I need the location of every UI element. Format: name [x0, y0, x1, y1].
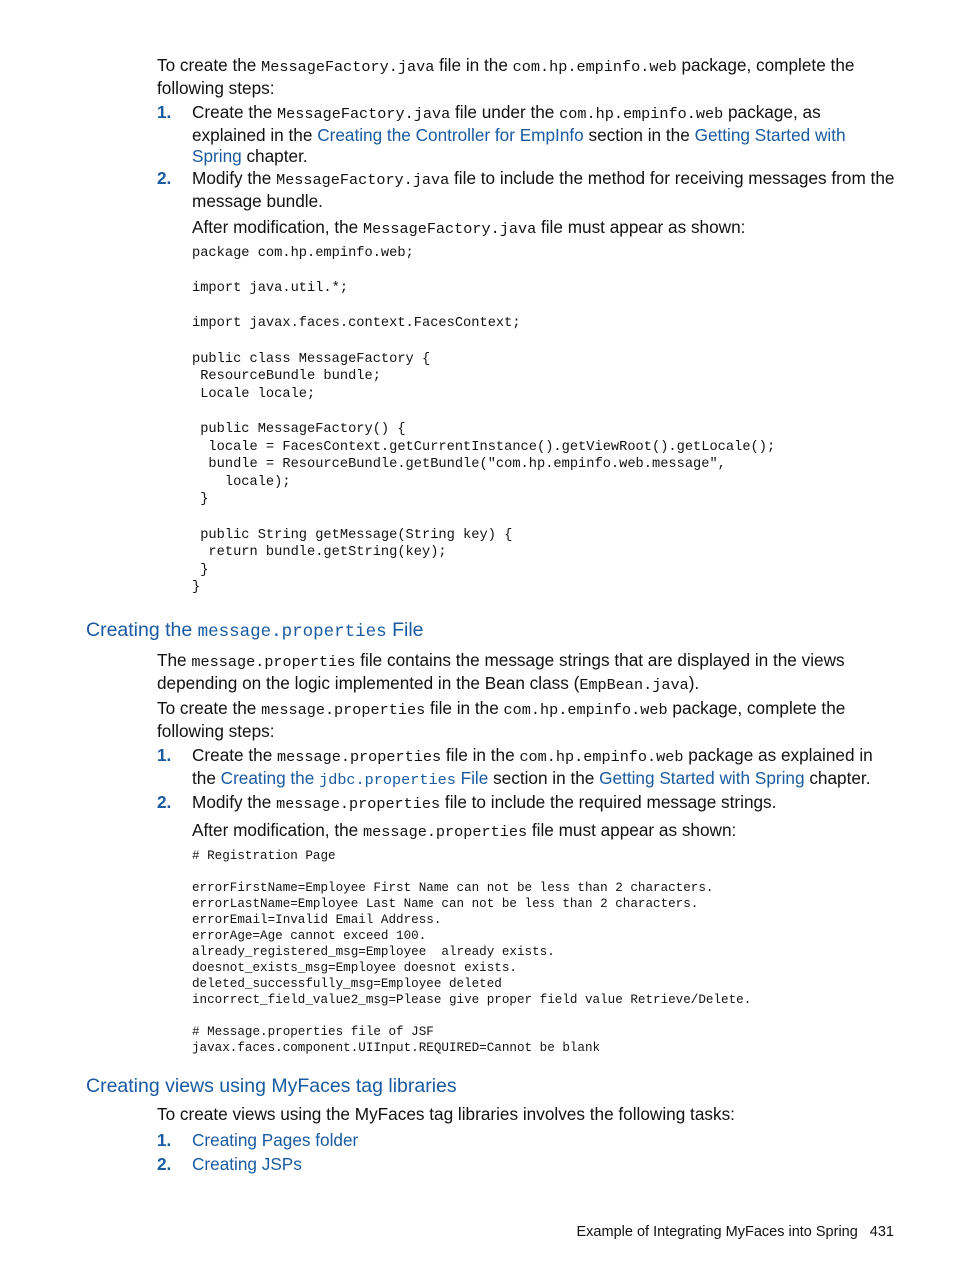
footer-title: Example of Integrating MyFaces into Spring [576, 1224, 858, 1240]
step-text [192, 745, 897, 791]
code-inline: message.properties [276, 795, 441, 813]
code-block-messagefactory: package com.hp.empinfo.web; import java.util.*; import javax.faces.context.FacesContext; public class MessageFactory { ResourceBundle bundle; Locale locale; public MessageFactory() { locale = FacesContext.getCurrentInstance().getViewRoot().getLocale(); bundle = ResourceBundle.getBundle("com.hp.empinfo.web.message", locale); } public String getMessage(String key) { return bundle.getString(key); } } [192, 246, 776, 596]
text: chapter. [241, 146, 308, 166]
step-number: 1. [157, 745, 172, 765]
step-item [157, 792, 897, 814]
code-inline: MessageFactory.java [276, 171, 450, 189]
text: To create the [157, 698, 262, 718]
section-heading-creating-views: Creating views using MyFaces tag libraries [86, 1075, 457, 1097]
section2-paragraph [157, 698, 897, 742]
text: file in the [441, 745, 520, 765]
text: After modification, the [192, 820, 364, 840]
link-creating-pages-folder[interactable]: Creating Pages folder [192, 1130, 359, 1150]
text: file in the [434, 55, 513, 75]
step-item [157, 102, 897, 166]
text: Modify the [192, 168, 277, 188]
code-inline: com.hp.empinfo.web [512, 58, 677, 76]
page-number: 431 [869, 1224, 894, 1240]
task-list-item [157, 1130, 897, 1152]
section-heading-message-properties [86, 618, 424, 644]
code-inline: MessageFactory.java [277, 105, 451, 123]
code-inline: message.properties [363, 823, 528, 841]
text: section in the [583, 125, 695, 145]
text: file under the [450, 102, 560, 122]
text: package, complete the following steps: [157, 698, 846, 741]
text: file must appear as shown: [536, 217, 746, 237]
code-inline: message.properties [261, 701, 426, 719]
task-list-item [157, 1154, 897, 1176]
code-inline: MessageFactory.java [261, 58, 435, 76]
text: chapter. [804, 768, 871, 788]
text: The [157, 650, 192, 670]
section2-paragraph [157, 650, 897, 696]
text: file contains the message strings that are displayed in the views depending on the logic implemented in the Bean class ( [157, 650, 845, 693]
step-text [192, 102, 897, 167]
code-inline: com.hp.empinfo.web [503, 701, 668, 719]
code-inline: com.hp.empinfo.web [559, 105, 724, 123]
after-modification-text [192, 820, 897, 843]
code-inline: message.properties [277, 748, 442, 766]
after-modification-text [192, 217, 897, 240]
link-creating-jdbc-properties[interactable] [221, 768, 489, 788]
text: file to include the method for receiving messages from the message bundle. [192, 168, 895, 211]
text: Creating the [220, 768, 320, 788]
link-creating-jsps[interactable]: Creating JSPs [192, 1154, 302, 1174]
code-inline: MessageFactory.java [363, 220, 537, 238]
step-text [192, 168, 897, 212]
text: Create the [192, 745, 278, 765]
text: After modification, the [192, 217, 364, 237]
code-inline: EmpBean.java [579, 676, 689, 694]
text: package as explained in the [192, 745, 873, 788]
text: ). [688, 673, 700, 693]
text: File [455, 768, 489, 788]
step-number: 1. [157, 1130, 172, 1150]
text: file in the [425, 698, 504, 718]
text: package, complete the following steps: [157, 55, 855, 98]
intro-paragraph [157, 55, 897, 99]
text: To create the [157, 55, 262, 75]
text: File [386, 619, 424, 641]
text: Modify the [192, 792, 277, 812]
text: file to include the required message strings. [440, 792, 777, 812]
step-number: 2. [157, 168, 172, 188]
page-footer [577, 1222, 894, 1242]
text: Create the [192, 102, 278, 122]
step-text [192, 792, 897, 815]
step-number: 1. [157, 102, 172, 122]
code-inline: message.properties [197, 622, 387, 642]
link-getting-started-spring[interactable]: Getting Started with Spring [599, 768, 805, 788]
code-inline: com.hp.empinfo.web [519, 748, 684, 766]
text: Creating the [86, 619, 198, 641]
text: file must appear as shown: [527, 820, 737, 840]
code-inline: jdbc.properties [319, 771, 456, 789]
code-block-message-properties: # Registration Page errorFirstName=Employee First Name can not be less than 2 characters. errorLastName=Employee Last Name can not be less than 2 characters. errorEmail=Invalid Email Address. errorAge=Age cannot exceed 100. already_registered_msg=Employee already exists. doesnot_exists_msg=Employee doesnot exists. deleted_successfully_msg=Employee deleted incorrect_field_value2_msg=Please give proper field value Retrieve/Delete. # Message.properties file of JSF javax.faces.component.UIInput.REQUIRED=Cannot be blank [192, 849, 752, 1055]
step-number: 2. [157, 792, 172, 812]
section3-paragraph: To create views using the MyFaces tag libraries involves the following tasks: [157, 1104, 735, 1124]
text: package, as explained in the [192, 102, 821, 145]
text: section in the [488, 768, 600, 788]
step-number: 2. [157, 1154, 172, 1174]
step-item [157, 168, 897, 210]
link-getting-started-spring[interactable]: Getting Started with Spring [192, 125, 846, 166]
link-creating-controller[interactable]: Creating the Controller for EmpInfo [317, 125, 584, 145]
step-item [157, 745, 897, 789]
code-inline: message.properties [191, 653, 356, 671]
